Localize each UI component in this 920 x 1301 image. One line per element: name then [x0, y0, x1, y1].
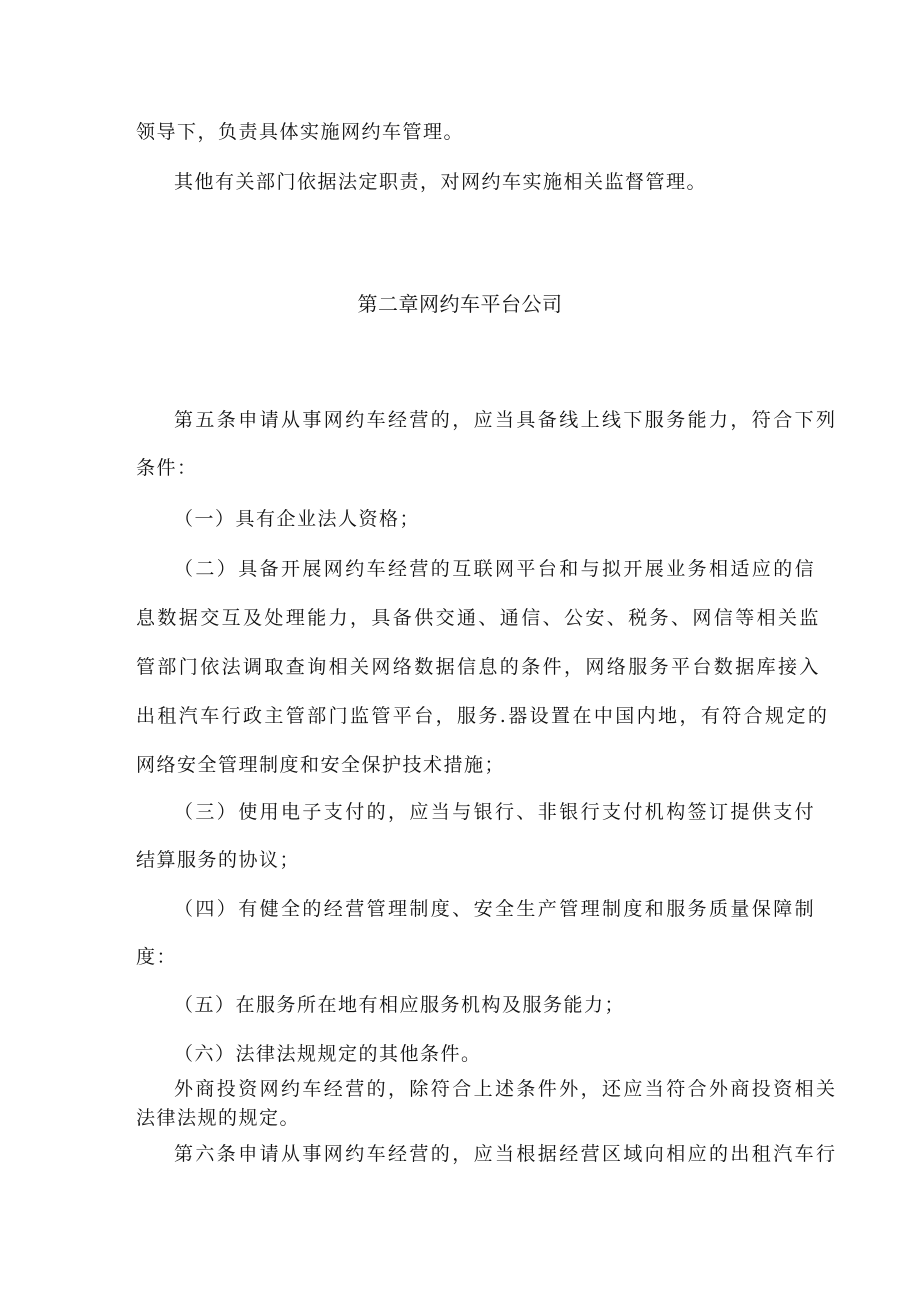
- condition-5-line: （五）在服务所在地有相应服务机构及服务能力；: [174, 994, 626, 1016]
- condition-1-line: （一）具有企业法人资格；: [174, 508, 421, 530]
- article-5-line: 第五条申请从事网约车经营的，应当具备线上线下服务能力，符合下列: [174, 409, 838, 431]
- article-5-line: 条件：: [136, 457, 198, 479]
- foreign-investment-line: 法律法规的规定。: [136, 1107, 301, 1129]
- condition-2-line: 管部门依法调取查询相关网络数据信息的条件，网络服务平台数据库接入: [136, 656, 821, 678]
- article-6-line: 第六条申请从事网约车经营的，应当根据经营区域向相应的出租汽车行: [174, 1143, 838, 1165]
- foreign-investment-line: 外商投资网约车经营的，除符合上述条件外，还应当符合外商投资相关: [174, 1078, 838, 1100]
- condition-2-line: 出租汽车行政主管部门监管平台，服务.器设置在中国内地，有符合规定的: [136, 705, 830, 727]
- condition-6-line: （六）法律法规规定的其他条件。: [174, 1043, 482, 1065]
- condition-2-line: 网络安全管理制度和安全保护技术措施；: [136, 754, 506, 776]
- condition-2-line: 息数据交互及处理能力，具备供交通、通信、公安、税务、网信等相关监: [136, 607, 821, 629]
- condition-4-line: （四）有健全的经营管理制度、安全生产管理制度和服务质量保障制: [174, 898, 817, 920]
- text-line: 其他有关部门依据法定职责，对网约车实施相关监督管理。: [174, 171, 708, 193]
- condition-3-line: 结算服务的协议；: [136, 849, 301, 871]
- condition-4-line: 度：: [136, 946, 178, 968]
- chapter-heading: 第二章网约车平台公司: [357, 292, 563, 316]
- condition-3-line: （三）使用电子支付的，应当与银行、非银行支付机构签订提供支付: [174, 801, 817, 823]
- text-line: 领导下，负责具体实施网约车管理。: [136, 121, 465, 143]
- condition-2-line: （二）具备开展网约车经营的互联网平台和与拟开展业务相适应的信: [174, 558, 817, 580]
